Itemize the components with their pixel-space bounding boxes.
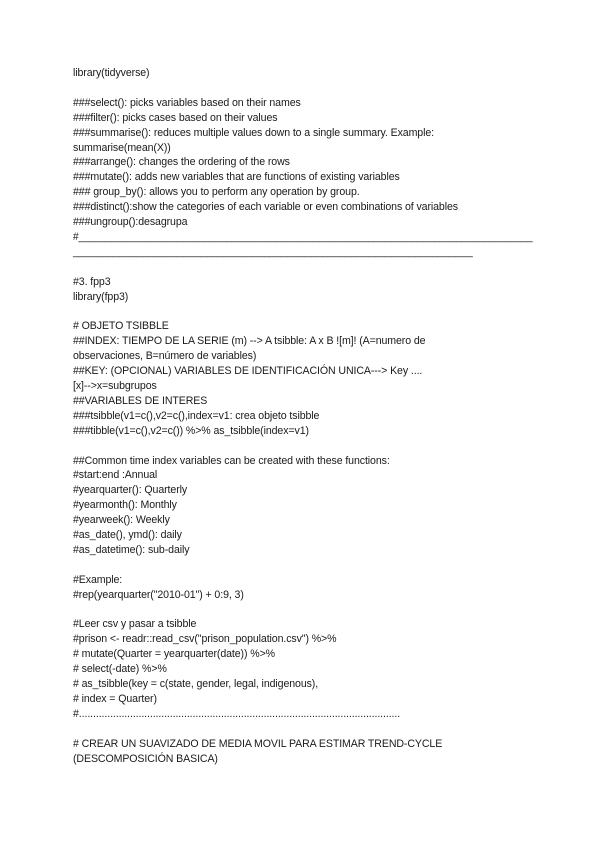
text-line: library(tidyverse) — [73, 67, 150, 79]
text-line: ###ungroup():desagrupa — [73, 216, 188, 229]
text-line: # mutate(Quarter = yearquarter(date)) %>% — [73, 648, 275, 661]
text-line: ###tsibble(v1=c(),v2=c(),index=v1: crea objeto tsibble — [73, 409, 320, 422]
text-line: _____________________________________________________________________ — [73, 245, 473, 258]
text-line: # OBJETO TSIBBLE — [73, 320, 169, 333]
text-line: #3. fpp3 — [73, 275, 111, 288]
text-line: ##VARIABLES DE INTERES — [73, 394, 208, 407]
text-line: # as_tsibble(key = c(state, gender, legal, indigenous), — [73, 678, 319, 691]
text-line: #prison <- readr::read_csv("prison_population.csv") %>% — [73, 633, 337, 646]
text-line: ###select(): picks variables based on their names — [73, 96, 301, 109]
text-line: ###arrange(): changes the ordering of the rows — [73, 156, 290, 169]
text-line: library(fpp3) — [73, 290, 129, 303]
blank-line — [73, 558, 533, 573]
text-line: #Leer csv y pasar a tsibble — [73, 618, 197, 631]
text-line: ###tibble(v1=c(),v2=c()) %>% as_tsibble(index=v1) — [73, 424, 309, 437]
blank-line — [73, 722, 533, 737]
text-line: ###mutate(): adds new variables that are functions of existing variables — [73, 171, 400, 184]
text-line: #Example: — [73, 573, 123, 586]
text-line: ##Common time index variables can be created with these functions: — [73, 454, 390, 467]
blank-line — [73, 439, 533, 454]
text-line: # CREAR UN SUAVIZADO DE MEDIA MOVIL PARA ESTIMAR TREND-CYCLE — [73, 737, 443, 750]
text-line: [x]-->x=subgrupos — [73, 379, 157, 392]
text-line: # select(-date) %>% — [73, 663, 167, 676]
text-line: ### group_by(): allows you to perform any operation by group. — [73, 186, 360, 199]
text-line: #rep(yearquarter("2010-01") + 0:9, 3) — [73, 588, 244, 601]
text-line: #................................................................................................................. — [73, 707, 401, 720]
text-line: ##INDEX: TIEMPO DE LA SERIE (m) --> A tsibble: A x B ![m]! (A=numero de — [73, 335, 426, 348]
text-line: #as_datetime(): sub-daily — [73, 543, 190, 556]
text-line: ###summarise(): reduces multiple values down to a single summary. Example: — [73, 126, 434, 139]
text-line: # index = Quarter) — [73, 692, 157, 705]
blank-line — [73, 81, 533, 96]
document-text-body — [73, 66, 533, 766]
text-line: ###filter(): picks cases based on their values — [73, 111, 278, 124]
text-line: #as_date(), ymd(): daily — [73, 529, 182, 542]
text-line: observaciones, B=número de variables) — [73, 350, 257, 363]
text-line: summarise(mean(X)) — [73, 141, 171, 154]
text-line: #start:end :Annual — [73, 469, 158, 482]
text-line: #___________________________________________________________________________________ — [73, 230, 533, 243]
blank-line — [73, 260, 533, 275]
text-line: #yearquarter(): Quarterly — [73, 484, 188, 497]
blank-line — [73, 603, 533, 618]
text-line: ###distinct():show the categories of each variable or even combinations of variables — [73, 201, 458, 214]
text-line: #yearweek(): Weekly — [73, 514, 170, 527]
text-line: (DESCOMPOSICIÓN BASICA) — [73, 752, 218, 765]
blank-line — [73, 304, 533, 319]
text-line: #yearmonth(): Monthly — [73, 499, 177, 512]
text-line: ##KEY: (OPCIONAL) VARIABLES DE IDENTIFICACIÓN UNICA---> Key .... — [73, 365, 423, 378]
